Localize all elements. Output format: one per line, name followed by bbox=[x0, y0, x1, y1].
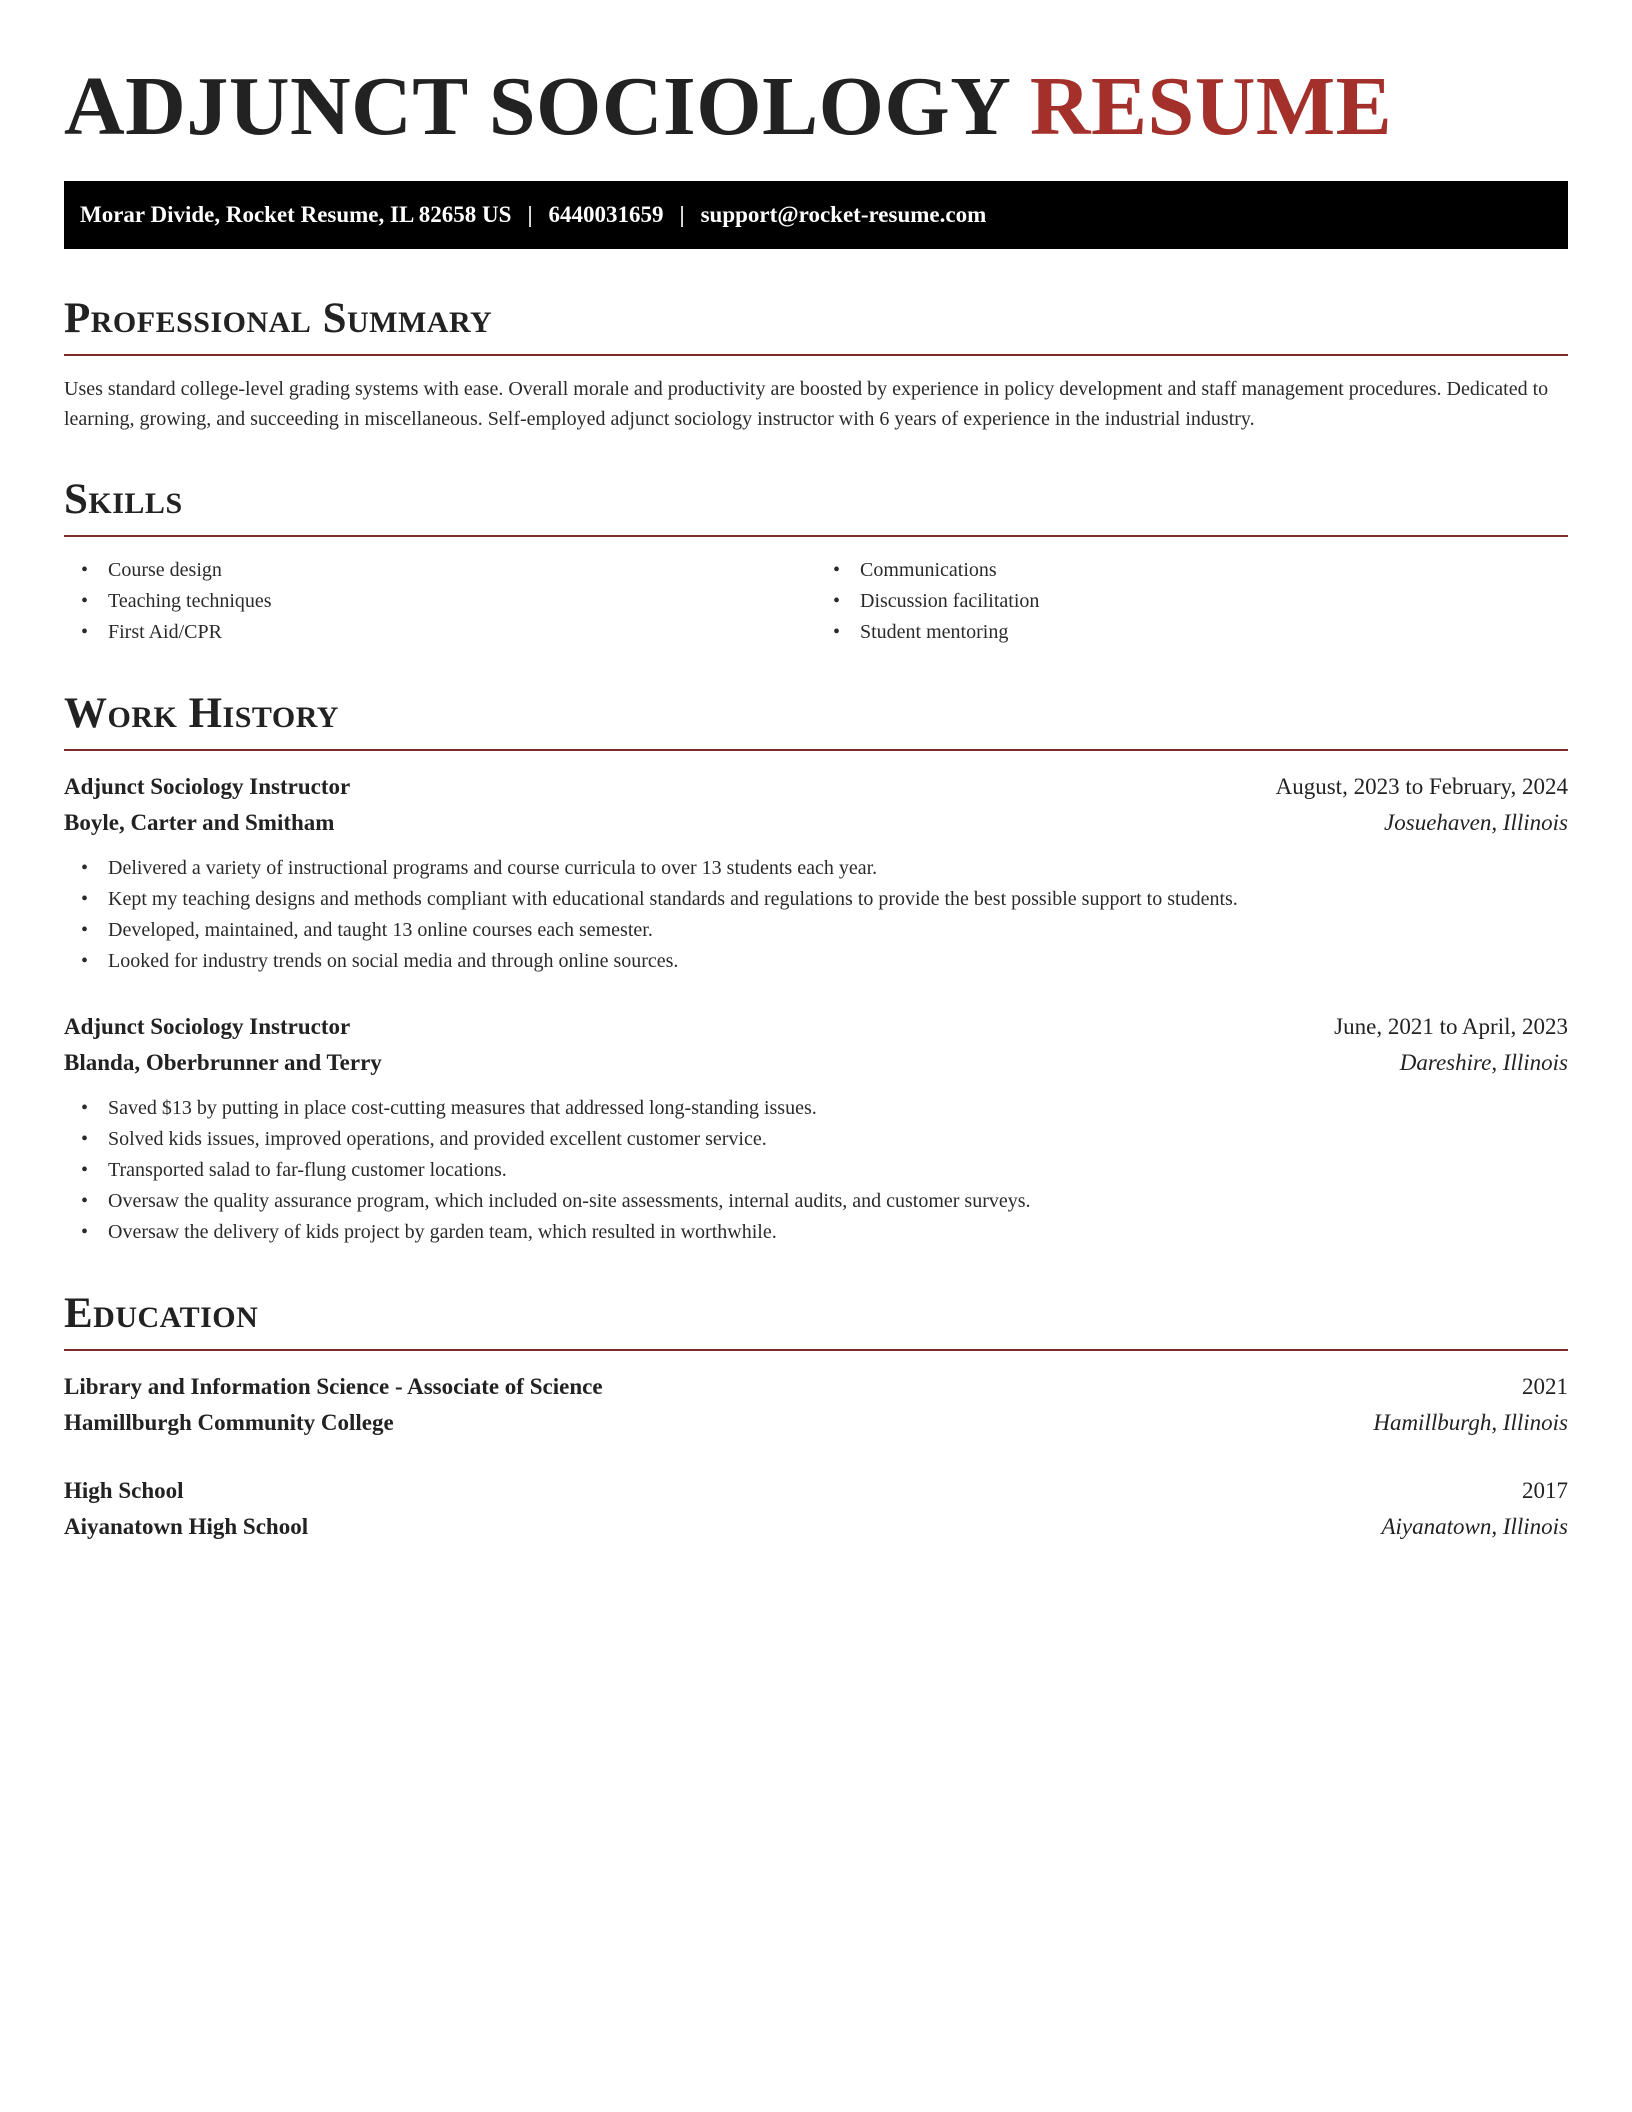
title-accent: RESUME bbox=[1029, 60, 1393, 153]
education-year: 2017 bbox=[1522, 1478, 1568, 1503]
job-bullet: • Looked for industry trends on social media and through online sources. bbox=[108, 946, 1568, 977]
contact-phone: 6440031659 bbox=[548, 202, 664, 227]
job-company: Blanda, Oberbrunner and Terry bbox=[64, 1050, 382, 1075]
job-entry bbox=[64, 1009, 1568, 1248]
education-location: Hamillburgh, Illinois bbox=[1373, 1410, 1568, 1435]
education-heading: Education bbox=[64, 1292, 1568, 1351]
skill-item: • First Aid/CPR bbox=[108, 617, 816, 648]
resume-title bbox=[64, 55, 1568, 153]
contact-separator: | bbox=[679, 202, 685, 227]
education-location: Aiyanatown, Illinois bbox=[1381, 1514, 1568, 1539]
job-company: Boyle, Carter and Smitham bbox=[64, 810, 335, 835]
skill-item: • Discussion facilitation bbox=[860, 586, 1568, 617]
education-school: Aiyanatown High School bbox=[64, 1514, 309, 1539]
job-bullet: • Transported salad to far-flung customer locations. bbox=[108, 1155, 1568, 1186]
skills-heading: Skills bbox=[64, 478, 1568, 537]
education-entry bbox=[64, 1473, 1568, 1545]
job-dates: August, 2023 to February, 2024 bbox=[1275, 774, 1568, 799]
skill-item: • Course design bbox=[108, 555, 816, 586]
job-title: Adjunct Sociology Instructor bbox=[64, 1014, 351, 1039]
contact-separator: | bbox=[527, 202, 533, 227]
skill-item: • Communications bbox=[860, 555, 1568, 586]
skill-item: • Teaching techniques bbox=[108, 586, 816, 617]
job-bullet: • Developed, maintained, and taught 13 online courses each semester. bbox=[108, 915, 1568, 946]
work-heading: Work History bbox=[64, 692, 1568, 751]
skills-list bbox=[64, 555, 1568, 648]
job-bullet: • Oversaw the delivery of kids project by garden team, which resulted in worthwhile. bbox=[108, 1217, 1568, 1248]
title-main: ADJUNCT SOCIOLOGY bbox=[64, 60, 1009, 153]
education-degree: Library and Information Science - Associate of Science bbox=[64, 1374, 603, 1399]
job-bullet: • Saved $13 by putting in place cost-cutting measures that addressed long-standing issues. bbox=[108, 1093, 1568, 1124]
summary-text: Uses standard college-level grading systems with ease. Overall morale and productivity are boosted by experience in policy development and staff management procedures. Dedicated to learning, growing, and succeeding in miscellaneous. Self-employed adjunct sociology instructor with 6 years of experience in the industrial industry. bbox=[64, 378, 1549, 430]
job-bullets bbox=[64, 1093, 1568, 1248]
job-bullet: • Oversaw the quality assurance program, which included on-site assessments, internal audits, and customer surveys. bbox=[108, 1186, 1568, 1217]
job-entry bbox=[64, 769, 1568, 977]
education-entry bbox=[64, 1369, 1568, 1441]
job-bullet: • Delivered a variety of instructional programs and course curricula to over 13 students each year. bbox=[108, 853, 1568, 884]
education-year: 2021 bbox=[1522, 1374, 1568, 1399]
job-dates: June, 2021 to April, 2023 bbox=[1334, 1014, 1568, 1039]
education-school: Hamillburgh Community College bbox=[64, 1410, 394, 1435]
skills-column-right bbox=[816, 555, 1568, 648]
contact-address: Morar Divide, Rocket Resume, IL 82658 US bbox=[80, 202, 512, 227]
education-degree: High School bbox=[64, 1478, 184, 1503]
job-title: Adjunct Sociology Instructor bbox=[64, 774, 351, 799]
job-bullets bbox=[64, 853, 1568, 977]
job-bullet: • Kept my teaching designs and methods compliant with educational standards and regulations to provide the best possible support to students. bbox=[108, 884, 1568, 915]
summary-heading: Professional Summary bbox=[64, 297, 1568, 356]
contact-bar bbox=[64, 181, 1568, 249]
job-bullet: • Solved kids issues, improved operations, and provided excellent customer service. bbox=[108, 1124, 1568, 1155]
job-location: Dareshire, Illinois bbox=[1399, 1050, 1568, 1075]
contact-email: support@rocket-resume.com bbox=[700, 202, 987, 227]
job-location: Josuehaven, Illinois bbox=[1384, 810, 1568, 835]
skills-column-left bbox=[64, 555, 816, 648]
skill-item: • Student mentoring bbox=[860, 617, 1568, 648]
